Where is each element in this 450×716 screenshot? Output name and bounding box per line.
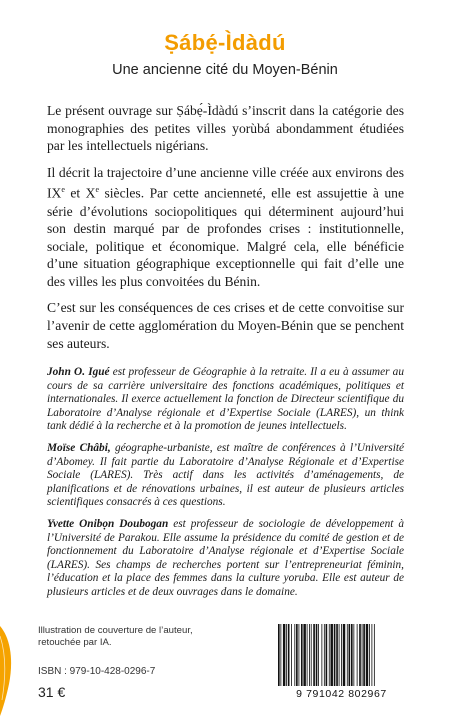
barcode-bar xyxy=(351,624,353,686)
barcode-bar xyxy=(359,624,361,686)
summary-p2-part: Il décrit la trajectoire d’une ancienne ville créée aux environs des IX xyxy=(47,164,404,201)
author-bio-text: géographe-urbaniste, est maître de conférences à l’Université d’Abomey. Il fait partie du Laboratoire d’Analyse Régionale et d’Expertise Sociale (LARES). Très actif dans les activités d’aménagements, de planifications et de rénovations urbaines, il est auteur de plusieurs articles scientifiques consacrés à ces questions. xyxy=(47,441,404,509)
barcode-bar xyxy=(362,624,363,686)
barcode-bar xyxy=(369,624,370,686)
summary-text xyxy=(47,102,404,361)
book-title: Ṣábẹ́-Ìdàdú xyxy=(164,30,286,55)
barcode-bar xyxy=(294,624,295,686)
author-name: John O. Igué xyxy=(47,366,110,378)
barcode-bar xyxy=(343,624,345,686)
barcode-bar xyxy=(334,624,336,686)
summary-paragraph-3: C’est sur les conséquences de ces crises et de cette convoitise sur l’avenir de cette agglomération du Moyen-Bénin que se penchent ses auteurs. xyxy=(47,300,404,351)
barcode-bar xyxy=(311,624,312,686)
barcode-bar xyxy=(299,624,300,686)
barcode-bar xyxy=(363,624,365,686)
barcode-bar xyxy=(321,624,322,686)
author-bio xyxy=(47,442,404,510)
barcode-bar xyxy=(301,624,303,686)
author-bios xyxy=(47,366,404,608)
isbn: ISBN : 979-10-428-0296-7 xyxy=(38,666,156,677)
barcode-bar xyxy=(318,624,319,686)
cover-credit xyxy=(38,625,208,649)
book-subtitle: Une ancienne cité du Moyen-Bénin xyxy=(112,62,338,78)
author-name: Moïse Châbi, xyxy=(47,441,111,454)
author-bio-text: est professeur de sociologie de développement à l’Université de Parakou. Elle assume la présidence du comité de gestion et de fonctionnement du Laboratoire d’Analyse régionale et d’Expertise Sociale (LARES). Ses champs de recherches portent sur l’entrepreneuriat féminin, l’éducation et la place des femmes dans la culture yoruba. Elle est auteur de plusieurs articles et de deux ouvrages dans le domaine. xyxy=(47,517,404,598)
author-bio-text: est professeur de Géographie à la retraite. Il a eu à assumer au cours de sa carrière universitaire des fonctions académiques, politiques et internationales. Il exerce actuellement la fonction de Directeur scientifique du Laboratoire d’Analyse régionale et d’Expertise Sociale (LARES), un think tank dédié à la recherche et à la promotion de jeunes intellectuels. xyxy=(47,366,404,433)
barcode-bar xyxy=(307,624,308,686)
barcode-bar xyxy=(326,624,328,686)
cover-credit-line: retouchée par IA. xyxy=(38,637,112,648)
author-bio xyxy=(47,366,404,434)
barcode-bars xyxy=(274,624,409,686)
superscript: e xyxy=(95,185,100,195)
feather-logo-icon xyxy=(0,626,14,716)
barcode-bar xyxy=(357,624,358,686)
barcode-bar xyxy=(336,624,338,686)
summary-p2-part: siècles. Par cette ancienneté, elle est assujettie à une série d’évolutions sociopolitiques qui déterminent aujourd’hui son destin marqué par de profondes crises : institutionnelle, sociale, politique et économique. Malgré cela, elle bénéficie d’une situation géographique exceptionnelle qui fait d’elle une des villes les plus convoitées du Bénin. xyxy=(47,185,404,289)
barcode-bar xyxy=(341,624,342,686)
barcode-bar xyxy=(280,624,281,686)
barcode-bar xyxy=(347,624,348,686)
barcode-bar xyxy=(309,624,310,686)
author-bio xyxy=(47,518,404,600)
barcode-bar xyxy=(313,624,315,686)
barcode-bar xyxy=(349,624,351,686)
barcode-bar xyxy=(339,624,340,686)
superscript: e xyxy=(61,185,65,195)
barcode-bar xyxy=(371,624,372,686)
summary-paragraph-2 xyxy=(47,164,404,291)
cover-credit-line: Illustration de couverture de l’auteur, xyxy=(38,625,193,636)
barcode-bar xyxy=(324,624,325,686)
author-name: Yvette Onibọn Doubogan xyxy=(47,517,169,530)
barcode-icon xyxy=(274,624,409,701)
barcode-bar xyxy=(316,624,318,686)
price: 31 € xyxy=(38,684,66,700)
barcode-digits: 9 791042 802967 xyxy=(296,688,387,700)
barcode-bar xyxy=(303,624,305,686)
barcode-bar xyxy=(283,624,285,686)
barcode-bar xyxy=(330,624,332,686)
summary-paragraph-1: Le présent ouvrage sur Ṣábẹ́-Ìdàdú s’inscrit dans la catégorie des monographies des petites villes yorùbá abondamment étudiées par les intellectuels nigérians. xyxy=(47,103,404,154)
barcode-bar xyxy=(296,624,298,686)
barcode-bar xyxy=(329,624,330,686)
barcode-bar xyxy=(374,624,375,686)
barcode-bar xyxy=(288,624,290,686)
barcode-bar xyxy=(353,624,354,686)
barcode-bar xyxy=(366,624,368,686)
barcode-bar xyxy=(286,624,287,686)
summary-p2-part: et X xyxy=(64,185,96,201)
barcode-bar xyxy=(291,624,292,686)
barcode-bar xyxy=(278,624,280,686)
